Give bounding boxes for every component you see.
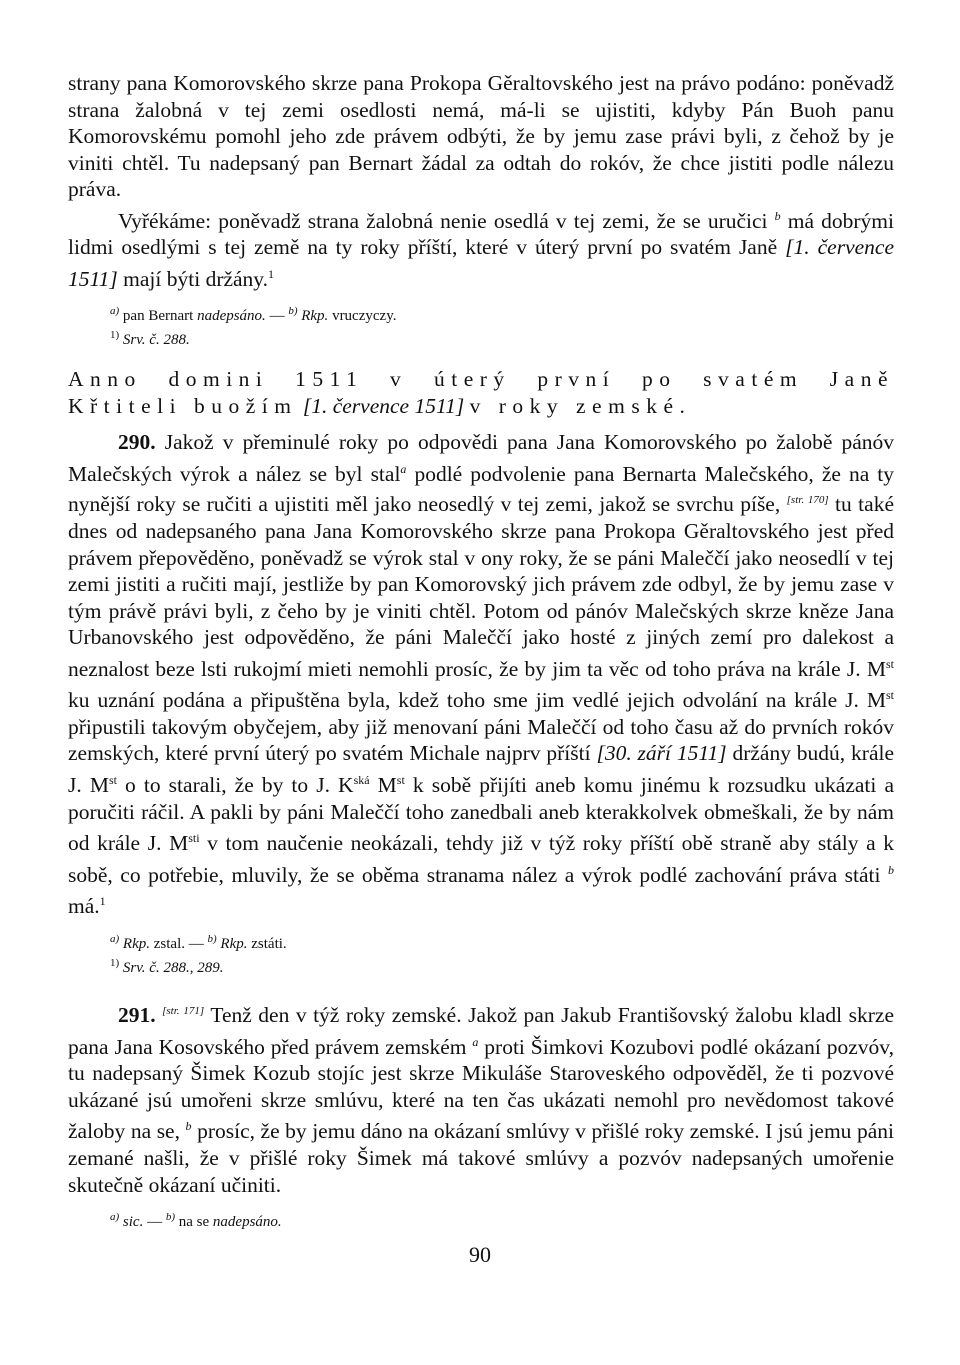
text: zstáti.: [247, 936, 287, 953]
footnote-mark: a): [110, 305, 120, 318]
footnote-mark: 1): [110, 329, 120, 342]
footnote: [68, 930, 894, 954]
text: strany pana Komorovského skrze pana Prokopa Gěraltovského jest na právo podáno: poněvadž strana žalobná v tej zemi osedlosti nemá, má-li se ujistiti, kdyby Pán Buoh panu Komorovskému pomohl jeho zde právem odbýti, že by jemu zase právi byli, z čehož by je viniti chtěl. Tu nadepsaný pan Bernart žádal za odtah do rokóv, že chce jistiti podle nálezu práva.: [68, 71, 894, 201]
footnote-ref: 1: [268, 266, 275, 281]
text: Anno domini 1511 v úterý první po svatém Janě: [68, 367, 894, 392]
superscript: ská: [353, 772, 370, 787]
footnote-mark: b): [165, 1211, 176, 1224]
separator: —: [265, 308, 289, 325]
footnote-mark: a): [110, 1211, 120, 1224]
entry-number: 290.: [118, 430, 156, 455]
page-marker: [str. 171]: [162, 1005, 205, 1018]
text: Rkp.: [119, 936, 150, 953]
text: sic.: [119, 1214, 144, 1231]
date-note: [1. července 1511]: [68, 235, 894, 291]
entry-291: [68, 998, 894, 1198]
text: v tom naučenie neokázali, tehdy již v týž roky příští obě straně aby stály a k sobě, co potřebie, mluvily, že se oběma stranama nález a výrok podlé zachování práva státi: [68, 831, 894, 887]
separator: —: [143, 1214, 166, 1231]
text: podlé podvolenie pana Bernarta Malečského, že na ty nynější roky se ručiti a ujistiti měl jako neosedlý v tej zemi, jakož se svrchu píše,: [68, 461, 895, 517]
text: Srv. č. 288., 289.: [119, 960, 224, 977]
text: zstal.: [150, 936, 185, 953]
footnote-mark: b): [288, 305, 298, 318]
section-heading-continued: [68, 393, 894, 420]
text: vruczyczy.: [328, 308, 397, 325]
paragraph-continued: [68, 70, 894, 203]
superscript: st: [108, 772, 117, 787]
text: prosíc, že by jemu dáno na okázaní smlúvy v přišlé roky zemské. I jsú jemu páni zemané našli, že v přišlé roky Šimek má takové smlúvy a pozvóv nadepsaných umořenie skutečně okázaní učiniti.: [68, 1119, 894, 1197]
footnote: [68, 302, 894, 326]
footnote-mark: 1): [110, 957, 120, 970]
text: má.: [68, 894, 100, 919]
text: k sobě přijíti aneb komu jinému k rozsudku ukázati a poručiti ráčil. A pakli by páni Maleččí toho zanedbali aneb kterakkolvek obmeškali, že by nám od krále J. M: [68, 773, 894, 856]
footnote-mark: b): [207, 933, 217, 946]
text: o to starali, že by to J. K: [116, 773, 354, 798]
footnote-mark: a: [400, 461, 407, 476]
text: nadepsáno.: [197, 308, 266, 325]
entry-number: 291.: [118, 1003, 156, 1028]
footnote: [68, 1208, 894, 1232]
superscript: st: [885, 656, 894, 671]
page-number: 90: [469, 1242, 491, 1267]
text: Tenž den v týž roky zemské. Jakož pan Jakub Františovský žalobu kladl skrze pana Jana Kosovského před právem zemském: [68, 1003, 895, 1059]
footnote-mark: a: [472, 1034, 479, 1049]
footnote-mark: b: [888, 862, 895, 877]
footnote: [68, 954, 894, 978]
footnote-mark: b: [774, 208, 781, 223]
text: Jakož v přeminulé roky po odpovědi pana Jana Komorovského po žalobě pánóv Malečských výrok a nález se byl stal: [68, 430, 894, 486]
superscript: sti: [188, 831, 200, 846]
text: Vyřékáme: poněvadž strana žalobná nenie osedlá v tej zemi, že se uručici: [118, 208, 768, 233]
text: mají býti držány.: [117, 266, 269, 291]
footnote-ref: 1: [99, 894, 106, 909]
date-note: [1. července 1511]: [297, 393, 470, 418]
paragraph-verdict: [68, 203, 894, 293]
superscript: st: [396, 772, 405, 787]
text: proti Šimkovi Kozubovi podlé okázaní pozvóv, tu nadepsaný Šimek Kozub stojíc jest skrze Mikuláše Staroveského odpověděl, že ti pozvové ukázané jsú umořeni skrze smlúvu, které na ten čas ukázati nemohl pro nevědomost takové žaloby na se,: [68, 1034, 894, 1144]
text: ku uznání podána a připuštěna byla, kdež toho sme jim vedlé jejich odvolání na krále J. M: [68, 688, 886, 713]
text: Srv. č. 288.: [119, 332, 190, 349]
page-body: [68, 70, 894, 1232]
text: Rkp.: [216, 936, 248, 953]
text: tu také dnes od nadepsaného pana Jana Komorovského skrze pana Prokopa Gěraltovského jest před právem přepověděno, poněvadž se výrok stal v ony roky, že se páni Maleččí jako neosedlí v tej zemi jistiti a ručiti mají, jestliže by pan Komorovský jich právem zde odbyl, že by jemu zase v tým právě právi byli, z čeho by je viniti chtěl. Potom od pánóv Malečských skrze kněze Jana Urbanovského jest odpověděno, že páni Maleččí jako hosté z jiných zemí pro dalekost a neznalost beze lsti rukojmí mieti nemohli prosíc, že by jim ta věc od toho práva na krále J. M: [68, 492, 894, 681]
date-note: [30. září 1511]: [596, 741, 727, 766]
text: Křtiteli buožím: [68, 393, 298, 418]
text: v roky zemské.: [469, 393, 692, 418]
section-heading: [68, 366, 894, 393]
footnote: [68, 326, 894, 350]
page-marker: [str. 170]: [786, 494, 829, 507]
text: nadepsáno.: [212, 1214, 282, 1231]
superscript: st: [885, 688, 894, 703]
text: na se: [175, 1214, 213, 1231]
footnote-mark: b: [185, 1119, 192, 1134]
text: pan Bernart: [119, 308, 198, 325]
text: Rkp.: [297, 308, 329, 325]
text: připustili takovým obyčejem, aby již menovaní páni Maleččí od toho času až do prvních rokóv zemských, které první úterý po svatém Michale najprv příští: [68, 714, 894, 766]
entry-290: [68, 429, 894, 920]
separator: —: [185, 936, 208, 953]
text: držány budú, krále J. M: [68, 741, 894, 798]
footnote-mark: a): [110, 933, 120, 946]
text: M: [369, 773, 397, 798]
text: má dobrými lidmi osedlými s tej země na ty roky příští, které v úterý první po svatém Janě: [68, 208, 895, 260]
